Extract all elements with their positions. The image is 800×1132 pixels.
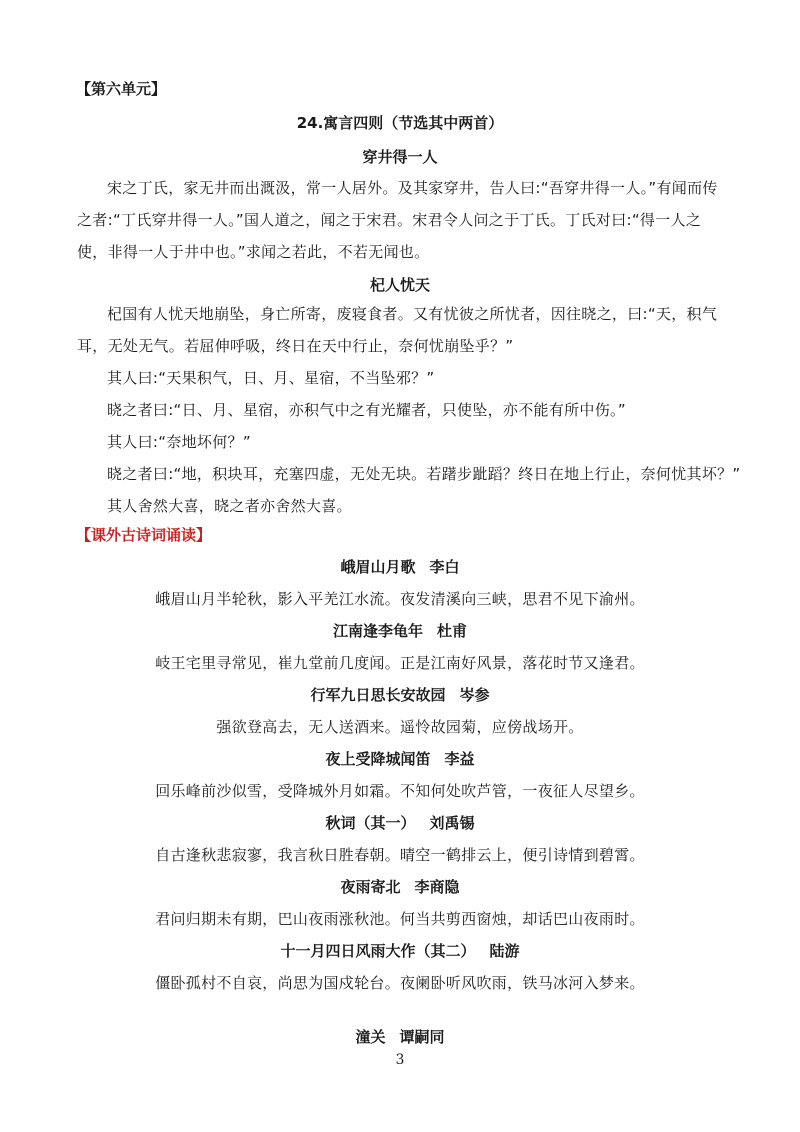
poem-title-3 [0, 684, 800, 705]
poem-title: 峨眉山月歌 [340, 558, 416, 576]
story-2-paragraph-3: 晓之者曰:“日、月、星宿，亦积气中之有光耀者，只使坠，亦不能有所中伤。” [107, 401, 626, 419]
poem-title: 秋词（其一） [325, 814, 416, 832]
poem-title-1 [0, 556, 800, 577]
poem-author: 李益 [444, 750, 475, 768]
poem-text-6: 君问归期未有期，巴山夜雨涨秋池。何当共剪西窗烛，却话巴山夜雨时。 [155, 910, 645, 928]
story-2-paragraph-4: 其人曰:“奈地坏何？” [107, 433, 251, 451]
poem-author: 刘禹锡 [429, 814, 475, 832]
story-2-paragraph-5: 晓之者曰:“地，积块耳，充塞四虚，无处无块。若躇步跐蹈？终日在地上行止，奈何忧其坏？” [107, 465, 741, 483]
poem-title-2 [0, 620, 800, 641]
poem-text-4: 回乐峰前沙似雪，受降城外月如霜。不知何处吹芦管，一夜征人尽望乡。 [155, 782, 645, 800]
poem-author: 谭嗣同 [399, 1028, 445, 1046]
extra-poems-header: 【课外古诗词诵读】 [76, 526, 212, 544]
poem-title: 潼关 [355, 1028, 386, 1046]
poem-title-4 [0, 748, 800, 769]
story-title-1: 穿井得一人 [362, 148, 438, 166]
poem-title: 夜雨寄北 [340, 878, 401, 896]
poem-author: 李商隐 [414, 878, 460, 896]
poem-text-3: 强欲登高去，无人送酒来。遥怜故园菊，应傍战场开。 [216, 718, 584, 736]
story-1-text: 宋之丁氏，家无井而出溉汲，常一人居外。及其家穿井，告人曰:“吾穿井得一人。”有闻而传之者:“丁氏穿井得一人。”国人道之，闻之于宋君。宋君令人问之于丁氏。丁氏对曰:“得一人之使，非得一人于井中也。”求闻之若此，不若无闻也。 [77, 179, 718, 261]
lesson-title: 24.寓言四则（节选其中两首） [296, 114, 504, 132]
page-number: 3 [395, 1052, 405, 1068]
poem-text-7: 僵卧孤村不自哀，尚思为国戍轮台。夜阑卧听风吹雨，铁马冰河入梦来。 [155, 974, 645, 992]
poem-title-8 [0, 1026, 800, 1047]
story-2-paragraph-2: 其人曰:“天果积气，日、月、星宿，不当坠邪？” [107, 369, 435, 387]
poem-title-7 [0, 940, 800, 961]
poem-author: 岑参 [459, 686, 490, 704]
poem-author: 杜甫 [437, 622, 468, 640]
poem-text-1: 峨眉山月半轮秋，影入平羌江水流。夜发清溪向三峡，思君不见下渝州。 [155, 590, 645, 608]
poem-text-5: 自古逢秋悲寂寥，我言秋日胜春朝。晴空一鹤排云上，便引诗情到碧霄。 [155, 846, 645, 864]
story-title-2: 杞人忧天 [369, 276, 430, 294]
poem-title-6 [0, 876, 800, 897]
poem-text-2: 岐王宅里寻常见，崔九堂前几度闻。正是江南好风景，落花时节又逢君。 [155, 654, 645, 672]
poem-author: 陆游 [489, 942, 520, 960]
story-2-paragraph-1: 杞国有人忧天地崩坠，身亡所寄，废寝食者。又有忧彼之所忧者，因往晓之，曰:“天，积气耳，无处无气。若屈伸呼吸，终日在天中行止，奈何忧崩坠乎？” [77, 305, 718, 355]
poem-title: 夜上受降城闻笛 [325, 750, 431, 768]
poem-title-5 [0, 812, 800, 833]
unit-header: 【第六单元】 [76, 80, 167, 98]
poem-author: 李白 [429, 558, 460, 576]
story-2-paragraph-6: 其人舍然大喜，晓之者亦舍然大喜。 [107, 497, 352, 515]
poem-title: 十一月四日风雨大作（其二） [280, 942, 476, 960]
poem-title: 江南逢李龟年 [332, 622, 423, 640]
poem-title: 行军九日思长安故园 [310, 686, 446, 704]
